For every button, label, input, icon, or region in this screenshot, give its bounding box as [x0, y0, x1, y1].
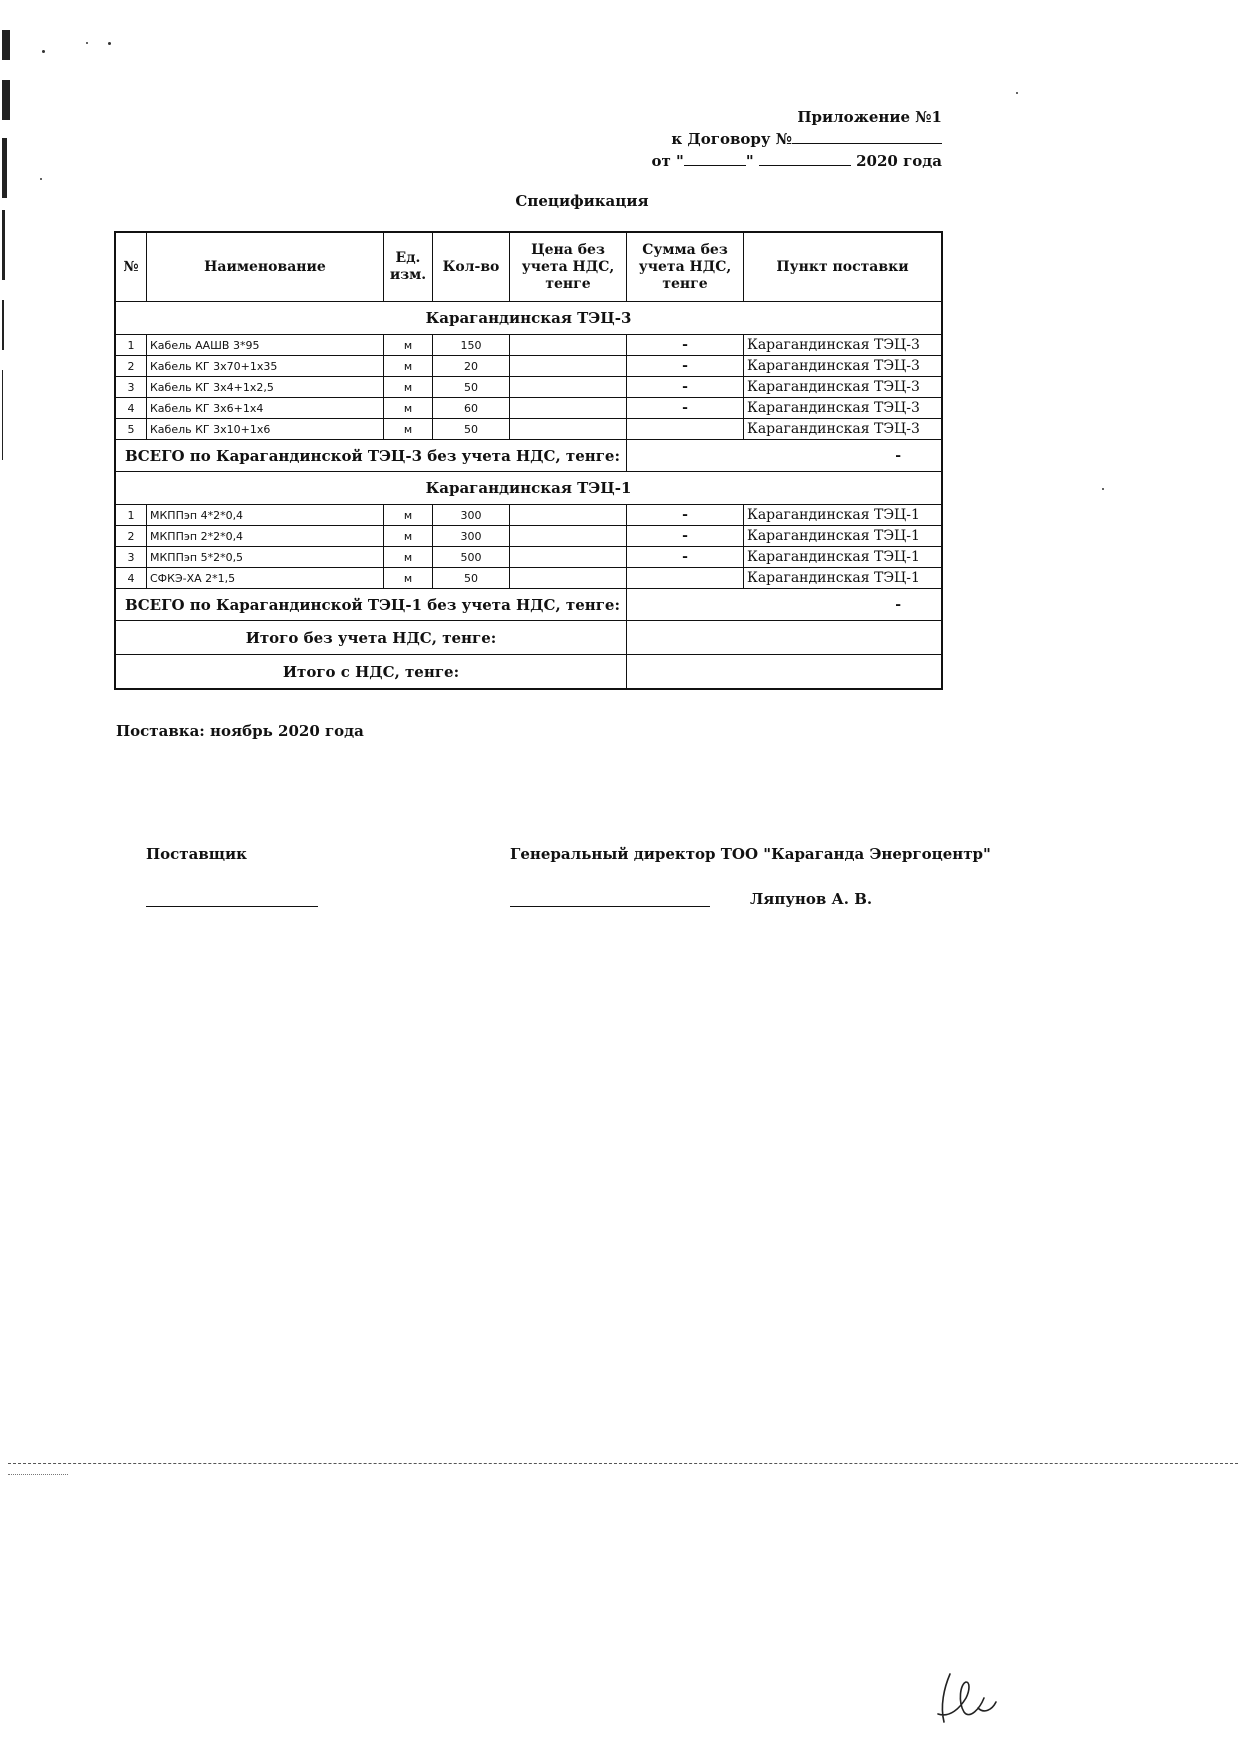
section-row — [115, 302, 942, 335]
contract-date: от " " 2020 года — [651, 152, 942, 170]
specification-table — [114, 231, 943, 690]
contract-number-blank — [792, 129, 942, 144]
table-row: 1 МКППэп 4*2*0,4 м 300 - Карагандинская ТЭЦ-1 — [115, 505, 942, 526]
total-no-vat-label: Итого без учета НДС, тенге: — [115, 621, 627, 655]
director-name: Ляпунов А. В. — [750, 890, 873, 908]
document-title: Спецификация — [515, 192, 649, 210]
scan-edge-artifact — [0, 20, 12, 460]
col-place: Пункт поставки — [744, 232, 943, 302]
handwritten-initials — [930, 1668, 1000, 1728]
scan-speck — [108, 42, 111, 45]
section-title: Карагандинская ТЭЦ-3 — [115, 302, 942, 335]
subtotal-row — [115, 589, 942, 621]
total-vat-value — [627, 655, 943, 690]
supplier-label: Поставщик — [146, 845, 247, 863]
table-row: 4 Кабель КГ 3х6+1х4 м 60 - Карагандинская ТЭЦ-3 — [115, 398, 942, 419]
table-row: 3 МКППэп 5*2*0,5 м 500 - Карагандинская ТЭЦ-1 — [115, 547, 942, 568]
table-row: 4 СФКЭ-ХА 2*1,5 м 50 Карагандинская ТЭЦ-1 — [115, 568, 942, 589]
supplier-signature-line — [146, 906, 318, 907]
section-title: Карагандинская ТЭЦ-1 — [115, 472, 942, 505]
table-row: 2 МКППэп 2*2*0,4 м 300 - Карагандинская ТЭЦ-1 — [115, 526, 942, 547]
col-name: Наименование — [147, 232, 384, 302]
section-row — [115, 472, 942, 505]
scan-speck — [1016, 92, 1018, 94]
table-row: 2 Кабель КГ 3х70+1х35 м 20 - Карагандинская ТЭЦ-3 — [115, 356, 942, 377]
total-no-vat-row — [115, 621, 942, 655]
scan-speck — [86, 42, 88, 44]
subtotal-value: - — [627, 589, 943, 621]
scan-artifact-line — [8, 1474, 68, 1475]
delivery-note: Поставка: ноябрь 2020 года — [116, 722, 364, 740]
subtotal-value: - — [627, 440, 943, 472]
date-month-blank — [759, 151, 851, 166]
table-row: 3 Кабель КГ 3х4+1х2,5 м 50 - Карагандинская ТЭЦ-3 — [115, 377, 942, 398]
total-no-vat-value — [627, 621, 943, 655]
table-row: 1 Кабель ААШВ 3*95 м 150 - Карагандинская ТЭЦ-3 — [115, 335, 942, 356]
subtotal-label: ВСЕГО по Карагандинской ТЭЦ-3 без учета НДС, тенге: — [115, 440, 627, 472]
col-num: № — [115, 232, 147, 302]
total-vat-row — [115, 655, 942, 690]
col-sum: Сумма без учета НДС, тенге — [627, 232, 744, 302]
scan-speck — [40, 178, 42, 180]
subtotal-row — [115, 440, 942, 472]
subtotal-label: ВСЕГО по Карагандинской ТЭЦ-1 без учета НДС, тенге: — [115, 589, 627, 621]
col-unit: Ед. изм. — [384, 232, 433, 302]
col-price: Цена без учета НДС, тенге — [510, 232, 627, 302]
date-day-blank — [684, 151, 746, 166]
director-label: Генеральный директор ТОО "Караганда Энергоцентр" — [510, 845, 991, 863]
table-header-row — [115, 232, 942, 302]
total-vat-label: Итого с НДС, тенге: — [115, 655, 627, 690]
scan-speck — [42, 50, 45, 53]
director-signature-line — [510, 906, 710, 907]
contract-ref: к Договору № — [651, 128, 942, 150]
col-qty: Кол-во — [433, 232, 510, 302]
table-row: 5 Кабель КГ 3х10+1х6 м 50 Карагандинская ТЭЦ-3 — [115, 419, 942, 440]
appendix-number: Приложение №1 — [797, 108, 942, 126]
scan-artifact-line — [8, 1463, 1238, 1464]
appendix-header — [651, 106, 942, 172]
scan-speck — [1102, 488, 1104, 490]
